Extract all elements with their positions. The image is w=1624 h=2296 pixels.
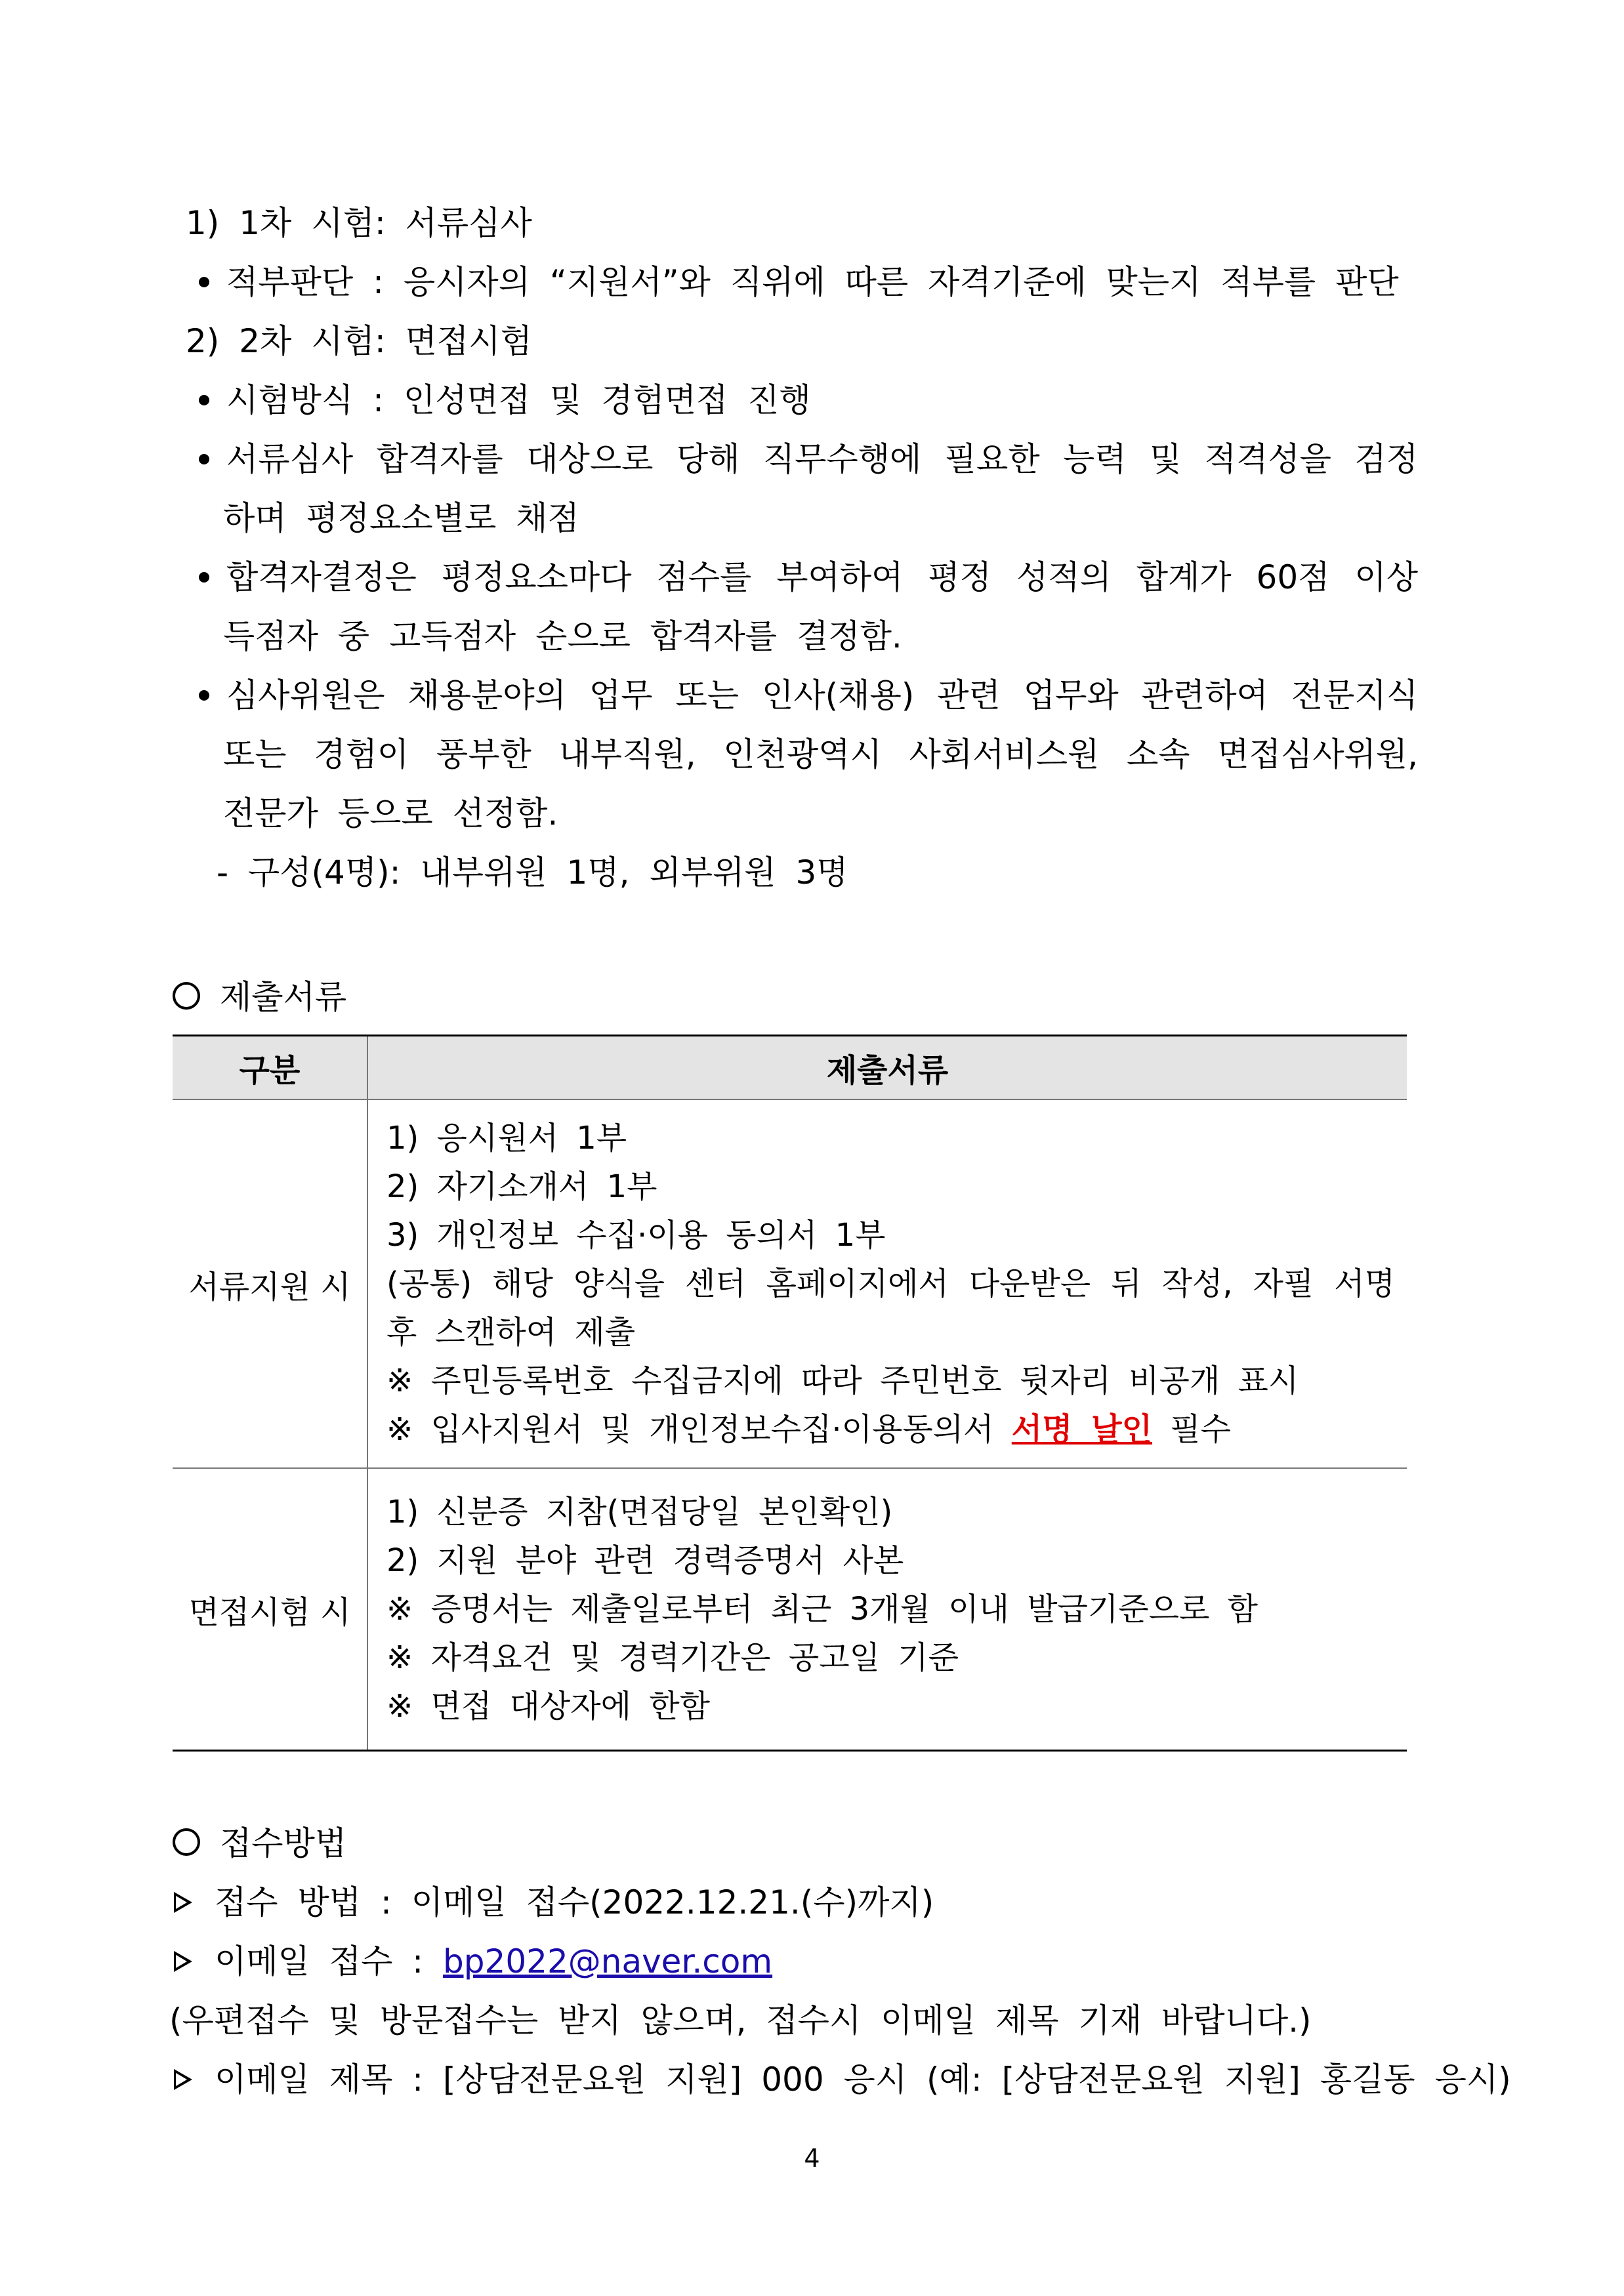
signature-required-highlight: 서명 날인 <box>1011 1411 1152 1448</box>
stage2-bullet-screening-line2: 하며 평정요소별로 채점 <box>223 499 579 537</box>
list-item: ※ 자격요건 및 경력기간은 공고일 기준 <box>386 1639 959 1676</box>
table-header-row <box>173 1036 1407 1100</box>
bullet-icon <box>199 277 209 287</box>
page-number: 4 <box>804 2144 820 2173</box>
bullet-icon <box>199 395 209 405</box>
receipt-note: (우편접수 및 방문접수는 받지 않으며, 접수시 이메일 제목 기재 바랍니다.) <box>169 2001 1312 2040</box>
list-item: 3) 개인정보 수집·이용 동의서 1부 <box>386 1217 886 1254</box>
stage2-bullet-method: 시험방식 : 인성면접 및 경험면접 진행 <box>199 379 811 421</box>
column-header-documents: 제출서류 <box>367 1036 1407 1100</box>
receipt-email-subject: 이메일 제목 : [상담전문요원 지원] 000 응시 (예: [상담전문요원 지원] 홍길동 응시) <box>174 2059 1511 2101</box>
triangle-right-icon <box>174 1892 192 1913</box>
bullet-icon <box>199 454 209 464</box>
column-header-category: 구분 <box>173 1036 367 1100</box>
bullet-icon <box>199 572 209 583</box>
bullet-icon <box>199 690 209 701</box>
row-content-interview <box>367 1468 1407 1751</box>
row-content-document-application <box>367 1099 1407 1468</box>
row-label-document-application: 서류지원 시 <box>173 1099 367 1468</box>
table-row <box>173 1468 1407 1751</box>
receipt-email: 이메일 접수 : bp2022@naver.com <box>174 1940 772 1982</box>
row-label-interview: 면접시험 시 <box>173 1468 367 1751</box>
list-item: (공통) 해당 양식을 센터 홈페이지에서 다운받은 뒤 작성, 자필 서명 후 스캔하여 제출 <box>386 1265 1395 1351</box>
stage1-title: 1) 1차 시험: 서류심사 <box>186 204 532 242</box>
email-link[interactable]: bp2022@naver.com <box>443 1942 773 1980</box>
receipt-heading: 접수방법 <box>173 1822 346 1864</box>
circle-icon <box>173 1828 200 1856</box>
list-item: 2) 지원 분야 관련 경력증명서 사본 <box>386 1542 904 1579</box>
list-item: ※ 주민등록번호 수집금지에 따라 주민번호 뒷자리 비공개 표시 <box>386 1363 1299 1399</box>
stage2-title: 2) 2차 시험: 면접시험 <box>186 322 532 360</box>
stage1-bullet: 적부판단 : 응시자의 “지원서”와 직위에 따른 자격기준에 맞는지 적부를 판단 <box>199 261 1413 303</box>
receipt-method: 접수 방법 : 이메일 접수(2022.12.21.(수)까지) <box>174 1881 934 1923</box>
stage2-bullet-committee-line2: 또는 경험이 풍부한 내부직원, 인천광역시 사회서비스원 소속 면접심사위원, <box>223 735 1418 773</box>
circle-icon <box>173 982 200 1010</box>
list-item: ※ 입사지원서 및 개인정보수집·이용동의서 서명 날인 필수 <box>386 1411 1231 1448</box>
list-item: ※ 면접 대상자에 한함 <box>386 1688 710 1725</box>
list-item: 1) 응시원서 1부 <box>386 1120 627 1157</box>
stage2-bullet-committee-line3: 전문가 등으로 선정함. <box>223 794 558 832</box>
documents-table <box>173 1035 1407 1752</box>
list-item: 1) 신분증 지참(면접당일 본인확인) <box>386 1494 893 1530</box>
stage2-bullet-committee-line1: 심사위원은 채용분야의 업무 또는 인사(채용) 관련 업무와 관련하여 전문지식 <box>199 674 1418 716</box>
list-item: 2) 자기소개서 1부 <box>386 1168 657 1205</box>
committee-composition: - 구성(4명): 내부위원 1명, 외부위원 3명 <box>217 853 848 892</box>
triangle-right-icon <box>174 1951 192 1972</box>
stage2-bullet-decision-line1: 합격자결정은 평정요소마다 점수를 부여하여 평정 성적의 합계가 60점 이상 <box>199 556 1418 598</box>
stage2-bullet-decision-line2: 득점자 중 고득점자 순으로 합격자를 결정함. <box>223 617 902 655</box>
list-item: ※ 증명서는 제출일로부터 최근 3개월 이내 발급기준으로 함 <box>386 1591 1259 1628</box>
documents-heading: 제출서류 <box>173 976 346 1018</box>
table-row <box>173 1099 1407 1468</box>
triangle-right-icon <box>174 2069 192 2090</box>
stage2-bullet-screening-line1: 서류심사 합격자를 대상으로 당해 직무수행에 필요한 능력 및 적격성을 검정 <box>199 438 1418 480</box>
